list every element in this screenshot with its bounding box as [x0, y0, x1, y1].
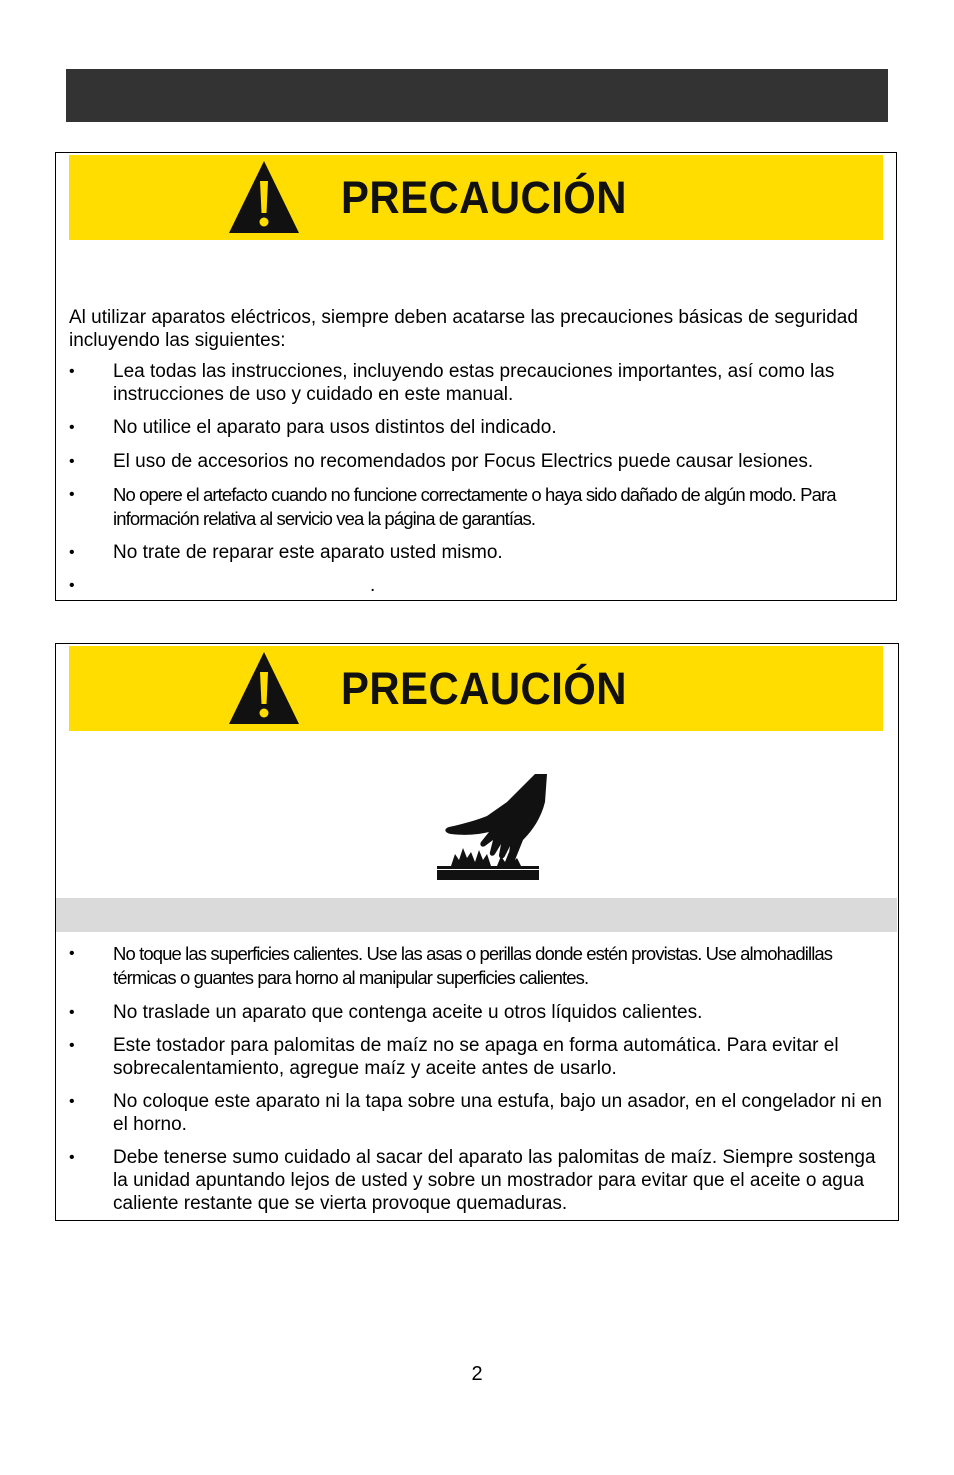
caution-banner [69, 155, 883, 240]
caution-banner-text: PRECAUCIÓN [341, 172, 628, 223]
precautions-list [69, 360, 889, 597]
intro-text: Al utilizar aparatos eléctricos, siempre deben acatarse las precauciones básicas de seguridad incluyendo las siguientes: [69, 307, 858, 351]
list-item: • El uso de accesorios no recomendados por Focus Electrics puede causar lesiones. [69, 451, 814, 472]
list-item: • Debe tenerse sumo cuidado al sacar del aparato las palomitas de maíz. Siempre sostenga la unidad apuntando lejos de usted y sobre un mostrador para evitar que el aceite o agua caliente restante que se vierta provoque quemaduras. [69, 1147, 876, 1214]
grey-band [56, 898, 897, 932]
page-number: 2 [471, 1363, 483, 1385]
list-item: • No coloque este aparato ni la tapa sobre una estufa, bajo un asador, en el congelador ni en el horno. [69, 1091, 882, 1135]
caution-banner-text: PRECAUCIÓN [341, 663, 628, 714]
list-item: • Lea todas las instrucciones, incluyendo estas precauciones importantes, así como las instrucciones de uso y cuidado en este manual. [69, 361, 835, 405]
caution-box-hot-surfaces [55, 643, 899, 1221]
hot-surface-precautions-list [69, 942, 889, 1215]
list-item: • No utilice el aparato para usos distintos del indicado. [69, 417, 557, 438]
caution-box-general [55, 152, 897, 601]
warning-triangle-icon [227, 159, 301, 235]
header-bar [66, 69, 888, 122]
caution-banner [69, 646, 883, 731]
list-item: • Este tostador para palomitas de maíz no se apaga en forma automática. Para evitar el sobrecalentamiento, agregue maíz y aceite antes de usarlo. [69, 1035, 839, 1079]
list-item: • No toque las superficies calientes. Use las asas o perillas donde estén provistas. Use almohadillas térmicas o guantes para horno al manipular superficies calientes. [69, 943, 833, 988]
list-item: • No traslade un aparato que contenga aceite u otros líquidos calientes. [69, 1002, 703, 1023]
list-item: • . [69, 575, 376, 596]
warning-triangle-icon [227, 650, 301, 726]
list-item: • No opere el artefacto cuando no funcione correctamente o haya sido dañado de algún modo. Para información relativa al servicio vea la página de garantías. [69, 484, 836, 529]
list-item: • No trate de reparar este aparato usted mismo. [69, 542, 503, 563]
hot-surface-hand-icon [437, 774, 547, 884]
